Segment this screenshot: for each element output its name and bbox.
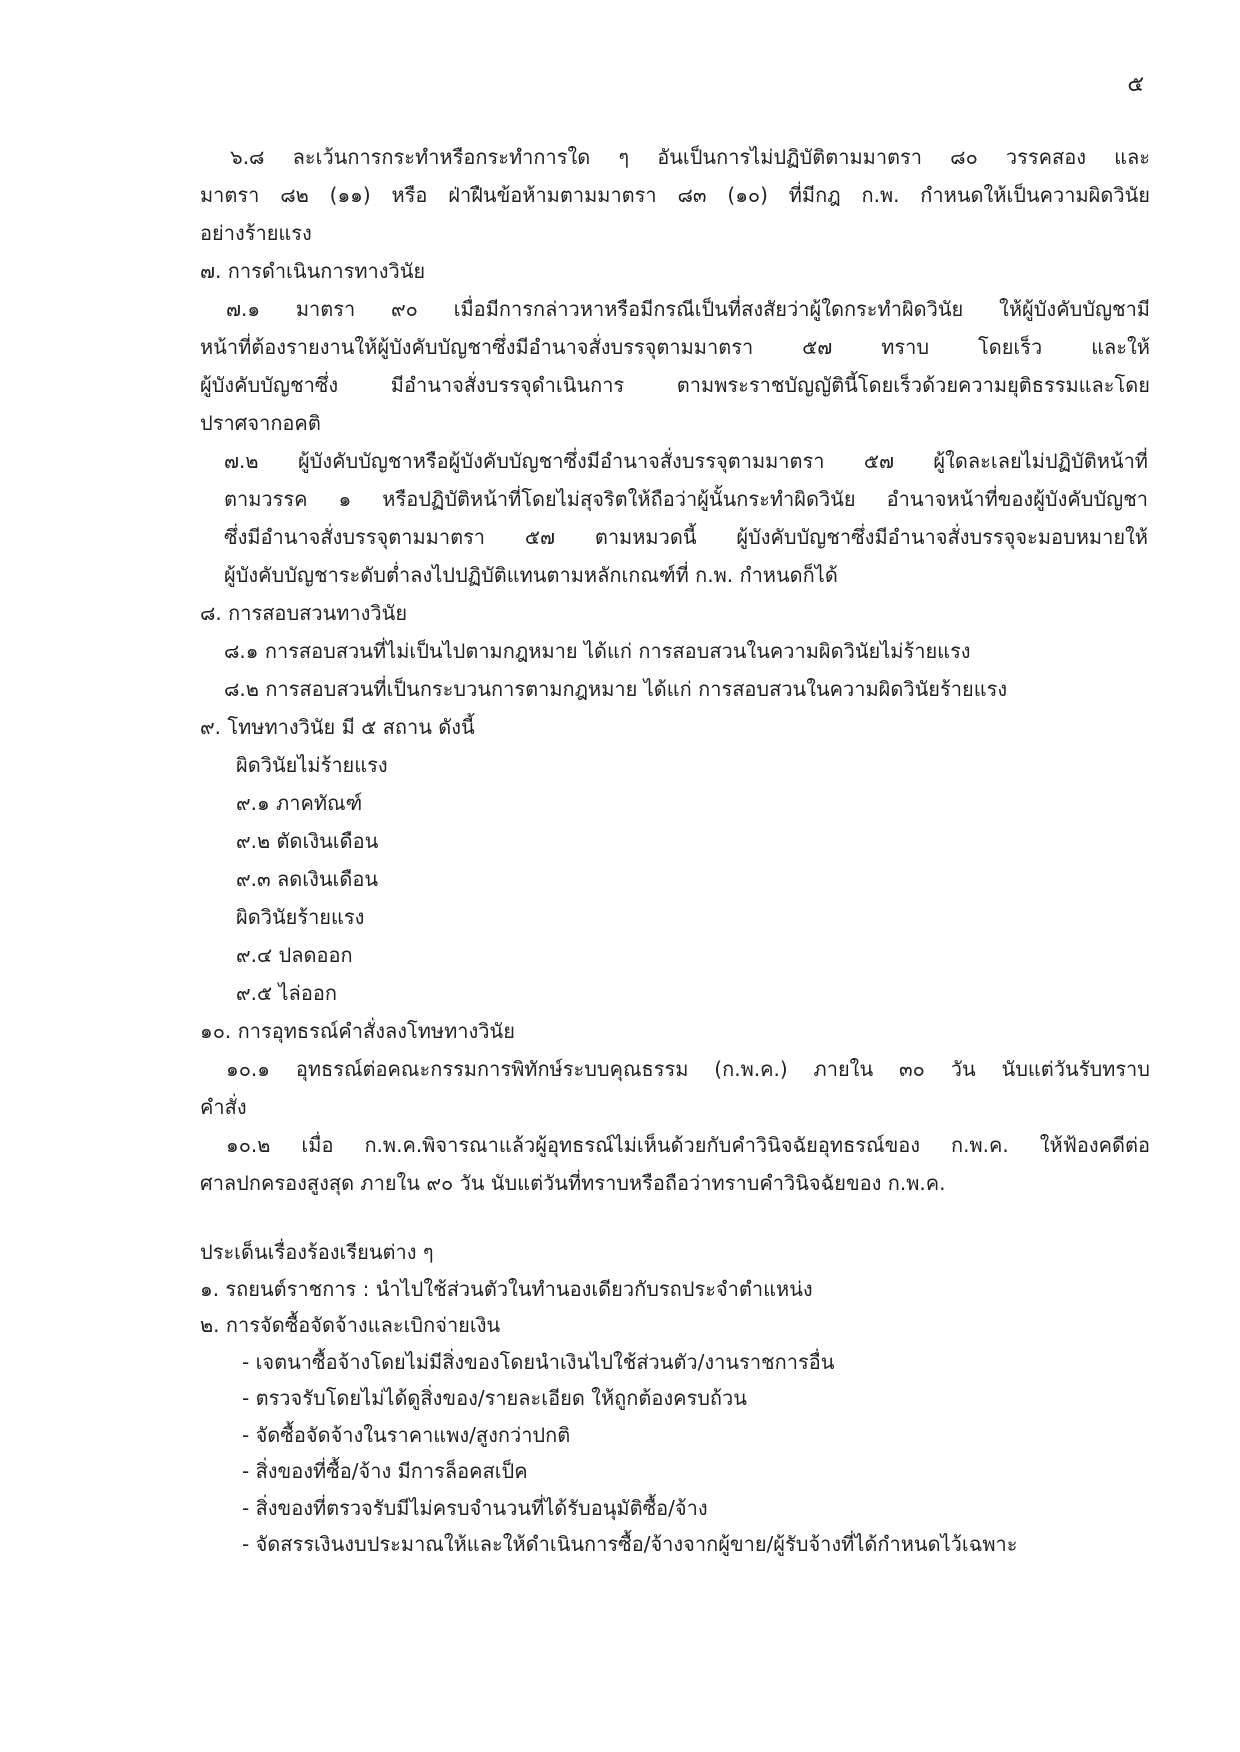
paragraph-line: ๙.๕ ไล่ออก: [236, 981, 337, 1005]
paragraph-line: ๙. โทษทางวินัย มี ๕ สถาน ดังนี้: [200, 715, 475, 739]
paragraph-line: ๑๐. การอุทธรณ์คำสั่งลงโทษทางวินัย: [200, 1019, 515, 1043]
paragraph-line: หน้าที่ต้องรายงานให้ผู้บังคับบัญชาซึ่งมีอำนาจสั่งบรรจุตามมาตรา ๕๗ ทราบ โดยเร็ว และให้: [200, 335, 1150, 359]
paragraph-line: ๑๐.๑ อุทธรณ์ต่อคณะกรรมการพิทักษ์ระบบคุณธรรม (ก.พ.ค.) ภายใน ๓๐ วัน นับแต่วันรับทราบ: [226, 1057, 1150, 1081]
paragraph-line: ๖.๘ ละเว้นการกระทำหรือกระทำการใด ๆ อันเป็นการไม่ปฏิบัติตามมาตรา ๘๐ วรรคสอง และ: [230, 145, 1150, 169]
paragraph-line: ๗. การดำเนินการทางวินัย: [200, 259, 426, 283]
complaint-item: ๒. การจัดซื้อจัดจ้างและเบิกจ่ายเงิน: [200, 1313, 501, 1337]
paragraph-line: ๙.๒ ตัดเงินเดือน: [236, 829, 379, 853]
paragraph-line: ๘. การสอบสวนทางวินัย: [200, 601, 408, 625]
paragraph-line: คำสั่ง: [200, 1095, 247, 1119]
paragraph-line: ๘.๒ การสอบสวนที่เป็นกระบวนการตามกฎหมาย ได้แก่ การสอบสวนในความผิดวินัยร้ายแรง: [224, 677, 1008, 701]
paragraph-line: ผิดวินัยไม่ร้ายแรง: [236, 753, 388, 777]
complaints-heading: ประเด็นเรื่องร้องเรียนต่าง ๆ: [200, 1240, 434, 1264]
paragraph-line: ๑๐.๒ เมื่อ ก.พ.ค.พิจารณาแล้วผู้อุทธรณ์ไม่เห็นด้วยกับคำวินิจฉัยอุทธรณ์ของ ก.พ.ค. ให้ฟ้องคดีต่อ: [226, 1133, 1150, 1157]
paragraph-line: ปราศจากอคติ: [200, 411, 321, 435]
paragraph-line: อย่างร้ายแรง: [200, 221, 312, 245]
complaint-item: - เจตนาซื้อจ้างโดยไม่มีสิ่งของโดยนำเงินไปใช้ส่วนตัว/งานราชการอื่น: [242, 1349, 835, 1374]
paragraph-line: ๗.๑ มาตรา ๙๐ เมื่อมีการกล่าวหาหรือมีกรณีเป็นที่สงสัยว่าผู้ใดกระทำผิดวินัย ให้ผู้บังคับบัญชามี: [226, 297, 1150, 321]
paragraph-line: ผู้บังคับบัญชาซึ่ง มีอำนาจสั่งบรรจุดำเนินการ ตามพระราชบัญญัตินี้โดยเร็วด้วยความยุติธรรมและโดย: [200, 373, 1150, 397]
paragraph-line: มาตรา ๘๒ (๑๑) หรือ ฝ่าฝืนข้อห้ามตามมาตรา ๘๓ (๑๐) ที่มีกฎ ก.พ. กำหนดให้เป็นความผิดวินัย: [200, 183, 1150, 207]
complaint-item: - ตรวจรับโดยไม่ได้ดูสิ่งของ/รายละเอียด ให้ถูกต้องครบถ้วน: [242, 1386, 747, 1410]
discipline-section: [200, 138, 1150, 1202]
complaint-item: - สิ่งของที่ซื้อ/จ้าง มีการล็อคสเป็ค: [242, 1459, 528, 1483]
paragraph-line: ๘.๑ การสอบสวนที่ไม่เป็นไปตามกฎหมาย ได้แก่ การสอบสวนในความผิดวินัยไม่ร้ายแรง: [224, 639, 971, 663]
complaints-section: [200, 1234, 1160, 1563]
complaint-item: - จัดสรรเงินงบประมาณให้และให้ดำเนินการซื้อ/จ้างจากผู้ขาย/ผู้รับจ้างที่ได้กำหนดไว้เฉพาะ: [242, 1532, 1018, 1556]
paragraph-line: ๙.๑ ภาคทัณฑ์: [236, 791, 363, 815]
paragraph-line: ๙.๓ ลดเงินเดือน: [236, 867, 379, 891]
complaint-item: ๑. รถยนต์ราชการ : นำไปใช้ส่วนตัวในทำนองเดียวกับรถประจำตำแหน่ง: [200, 1276, 813, 1301]
paragraph-line: ซึ่งมีอำนาจสั่งบรรจุตามมาตรา ๕๗ ตามหมวดนี้ ผู้บังคับบัญชาซึ่งมีอำนาจสั่งบรรจุจะมอบหมายให้: [224, 525, 1148, 549]
paragraph-line: ผิดวินัยร้ายแรง: [236, 905, 365, 929]
paragraph-line: ตามวรรค ๑ หรือปฏิบัติหน้าที่โดยไม่สุจริตให้ถือว่าผู้นั้นกระทำผิดวินัย อำนาจหน้าที่ของผู้บังคับบัญชา: [224, 487, 1148, 511]
paragraph-line: ๙.๔ ปลดออก: [236, 943, 353, 967]
paragraph-line: ๗.๒ ผู้บังคับบัญชาหรือผู้บังคับบัญชาซึ่งมีอำนาจสั่งบรรจุตามมาตรา ๕๗ ผู้ใดละเลยไม่ปฏิบัติหน้าที่: [224, 449, 1148, 473]
complaint-item: - สิ่งของที่ตรวจรับมีไม่ครบจำนวนที่ได้รับอนุมัติซื้อ/จ้าง: [242, 1495, 708, 1520]
page-number: ๕: [1127, 72, 1144, 97]
paragraph-line: ผู้บังคับบัญชาระดับต่ำลงไปปฏิบัติแทนตามหลักเกณฑ์ที่ ก.พ. กำหนดก็ได้: [224, 563, 838, 587]
complaint-item: - จัดซื้อจัดจ้างในราคาแพง/สูงกว่าปกติ: [242, 1422, 571, 1447]
paragraph-line: ศาลปกครองสูงสุด ภายใน ๙๐ วัน นับแต่วันที่ทราบหรือถือว่าทราบคำวินิจฉัยของ ก.พ.ค.: [200, 1171, 946, 1195]
